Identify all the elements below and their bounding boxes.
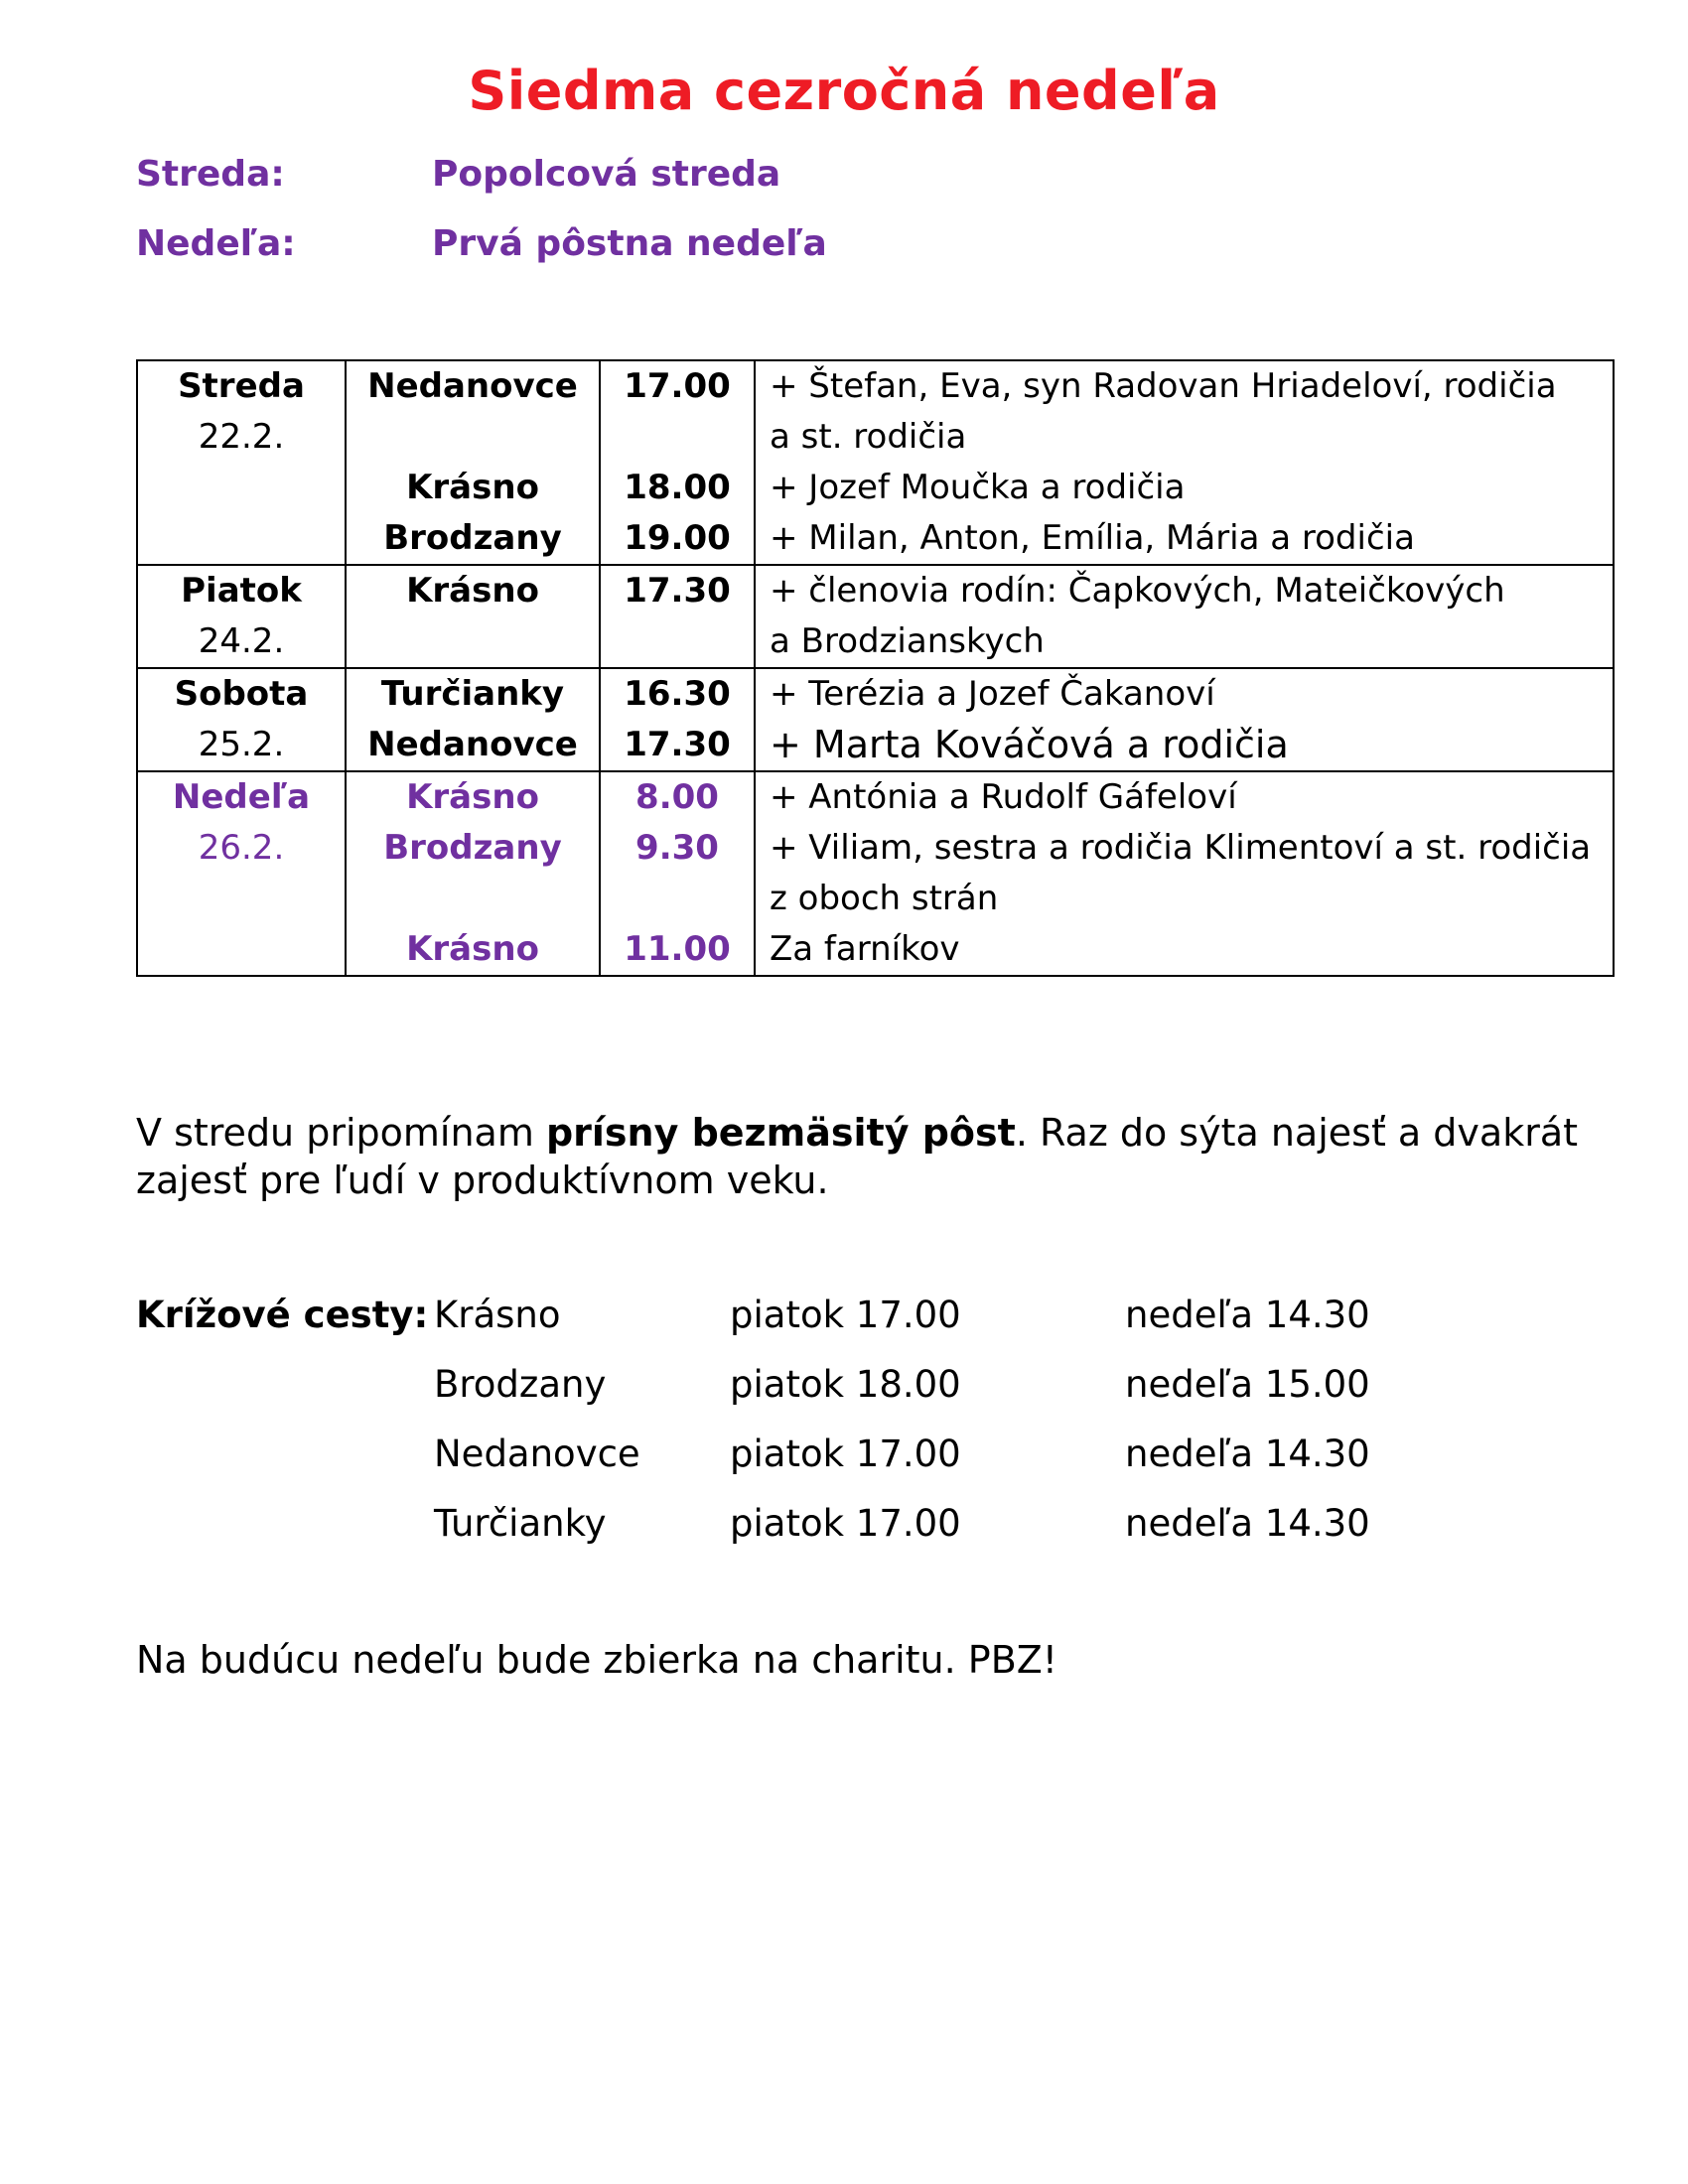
place-name: Turčianky (380, 674, 565, 714)
fasting-text-bold: prísny bezmäsitý pôst (545, 1111, 1016, 1155)
intention-text: + členovia rodín: Čapkových, Mateičkových (770, 571, 1505, 611)
day-name: Piatok (181, 571, 302, 611)
meta-label: Nedeľa: (136, 223, 296, 264)
day-cell (137, 771, 346, 976)
day-cell (137, 668, 346, 771)
fasting-text-before: V stredu pripomínam (136, 1111, 546, 1155)
place-name: Krásno (406, 929, 539, 969)
place-name: Brodzany (383, 518, 562, 558)
intention-text: + Terézia a Jozef Čakanoví (770, 674, 1215, 714)
stations-sunday: nedeľa 14.30 (1125, 1294, 1370, 1336)
place-name: Nedanovce (367, 366, 578, 406)
intention-text: + Jozef Moučka a rodičia (770, 468, 1186, 507)
meta-row-wednesday (136, 154, 780, 195)
intention-text: a st. rodičia (770, 417, 967, 457)
mass-time: 16.30 (624, 674, 731, 714)
place-cell (346, 771, 600, 976)
stations-place: Krásno (434, 1294, 561, 1336)
mass-time (601, 874, 754, 924)
intention-text: + Milan, Anton, Emília, Mária a rodičia (770, 518, 1415, 558)
intention-text: a Brodzianskych (770, 621, 1045, 661)
stations-label: Krížové cesty: (136, 1294, 429, 1336)
stations-place: Brodzany (434, 1363, 607, 1406)
fasting-paragraph (136, 1109, 1616, 1204)
mass-time: 19.00 (624, 518, 731, 558)
stations-sunday: nedeľa 14.30 (1125, 1433, 1370, 1475)
intention-text: Za farníkov (770, 929, 960, 969)
place-cell (346, 668, 600, 771)
stations-place: Nedanovce (434, 1433, 640, 1475)
stations-sunday: nedeľa 14.30 (1125, 1502, 1370, 1545)
place-name (347, 412, 599, 463)
place-name: Brodzany (383, 828, 562, 868)
stations-friday: piatok 17.00 (730, 1502, 961, 1545)
time-cell (600, 771, 755, 976)
mass-time: 17.30 (624, 571, 731, 611)
charity-notice: Na budúcu nedeľu bude zbierka na charitu. PBZ! (136, 1638, 1058, 1682)
place-cell (346, 360, 600, 565)
place-name: Krásno (406, 468, 539, 507)
mass-time: 11.00 (624, 929, 731, 969)
intention-cell (755, 565, 1614, 668)
mass-time: 18.00 (624, 468, 731, 507)
place-name: Nedanovce (367, 725, 578, 764)
day-date: 22.2. (198, 417, 285, 457)
mass-time: 17.00 (624, 366, 731, 406)
day-name: Nedeľa (172, 777, 311, 817)
meta-value: Popolcová streda (432, 154, 781, 195)
place-name: Krásno (406, 777, 539, 817)
place-cell (346, 565, 600, 668)
day-date: 26.2. (198, 828, 285, 868)
mass-time (601, 412, 754, 463)
stations-friday: piatok 17.00 (730, 1433, 961, 1475)
mass-time: 17.30 (624, 725, 731, 764)
table-row (137, 360, 1614, 565)
table-row (137, 565, 1614, 668)
stations-place: Turčianky (434, 1502, 607, 1545)
day-cell (137, 360, 346, 565)
meta-value: Prvá pôstna nedeľa (432, 223, 827, 264)
mass-time: 8.00 (635, 777, 719, 817)
stations-friday: piatok 18.00 (730, 1363, 961, 1406)
meta-label: Streda: (136, 154, 285, 195)
intention-text: + Marta Kováčová a rodičia (770, 723, 1289, 766)
table-row (137, 668, 1614, 771)
stations-sunday: nedeľa 15.00 (1125, 1363, 1370, 1406)
time-cell (600, 565, 755, 668)
intention-cell (755, 771, 1614, 976)
day-name: Streda (178, 366, 305, 406)
day-date: 25.2. (198, 725, 285, 764)
day-date: 24.2. (198, 621, 285, 661)
table-row (137, 771, 1614, 976)
place-name (347, 874, 599, 924)
intention-cell (755, 360, 1614, 565)
intention-text: + Štefan, Eva, syn Radovan Hriadeloví, rodičia (770, 366, 1557, 406)
time-cell (600, 360, 755, 565)
day-cell (137, 565, 346, 668)
day-name: Sobota (174, 674, 309, 714)
intention-text: + Viliam, sestra a rodičia Klimentoví a st. rodičia (770, 828, 1592, 868)
place-name: Krásno (406, 571, 539, 611)
mass-time: 9.30 (635, 828, 719, 868)
intention-text: z oboch strán (770, 879, 999, 918)
meta-row-sunday (136, 223, 827, 264)
mass-schedule-table (136, 359, 1615, 977)
fasting-text-after: . Raz do sýta najesť a dvakrát zajesť pre ľudí v produktívnom veku. (136, 1111, 1579, 1202)
page-title: Siedma cezročná nedeľa (468, 60, 1220, 122)
stations-friday: piatok 17.00 (730, 1294, 961, 1336)
intention-text: + Antónia a Rudolf Gáfeloví (770, 777, 1237, 817)
intention-cell (755, 668, 1614, 771)
time-cell (600, 668, 755, 771)
